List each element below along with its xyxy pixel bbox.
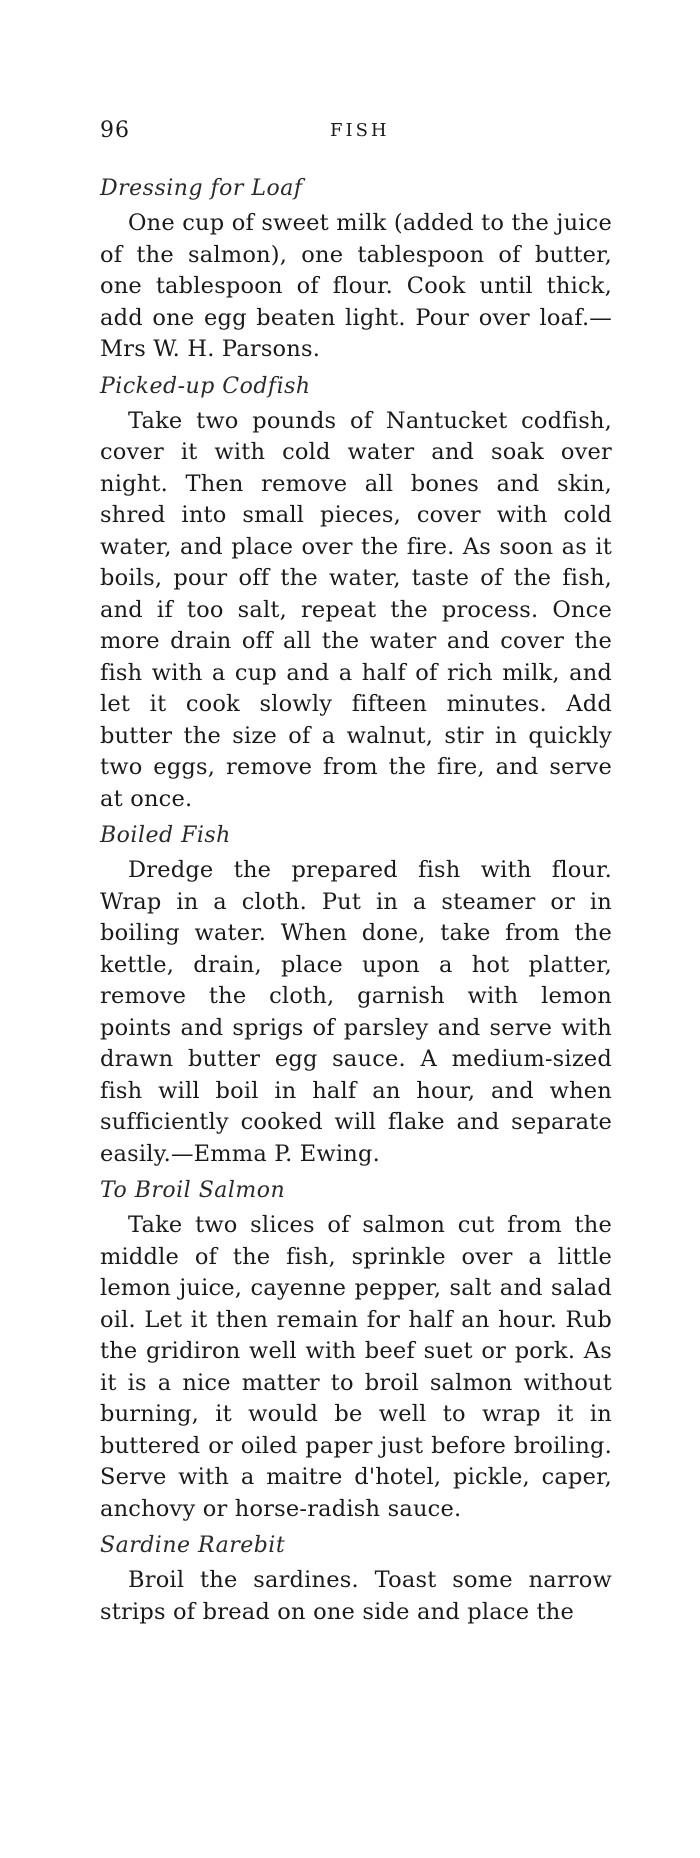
recipe-sardine-rarebit	[100, 1531, 612, 1628]
recipe-title: Dressing for Loaf	[100, 176, 303, 201]
recipe-title: To Broil Salmon	[100, 1178, 286, 1203]
recipe-body: Dredge the prepared fish with flour. Wrap in a cloth. Put in a steamer or in boiling water. When done, take from the kettle, drain, place upon a hot platter, remove the cloth, garnish with lemon points and sprigs of parsley and serve with drawn butter egg sauce. A medium-sized fish will boil in half an hour, and when sufficiently cooked will flake and separate easily.—Emma P. Ewing.	[100, 857, 612, 1167]
recipe-to-broil-salmon	[100, 1176, 612, 1525]
recipe-body: Take two pounds of Nantucket codfish, cover it with cold water and soak over night. Then remove all bones and skin, shred into small pieces, cover with cold water, and place over the fire. As soon as it boils, pour off the water, taste of the fish, and if too salt, repeat the process. Once more drain off all the water and cover the fish with a cup and a half of rich milk, and let it cook slowly fifteen minutes. Add butter the size of a walnut, stir in quickly two eggs, remove from the fire, and serve at once.	[100, 407, 612, 812]
recipe-dressing-for-loaf	[100, 174, 612, 366]
recipe-title: Boiled Fish	[100, 823, 231, 848]
recipe-body: One cup of sweet milk (added to the juice of the salmon), one tablespoon of butter, one tablespoon of flour. Cook until thick, add one egg beaten light. Pour over loaf.—Mrs W. H. Parsons.	[100, 210, 612, 362]
page-content	[100, 168, 612, 1630]
recipe-title: Sardine Rarebit	[100, 1533, 286, 1558]
page-number: 96	[100, 118, 130, 143]
page-header	[100, 118, 610, 148]
running-head: FISH	[330, 120, 390, 141]
recipe-body: Take two slices of salmon cut from the middle of the fish, sprinkle over a little lemon juice, cayenne pepper, salt and salad oil. Let it then remain for half an hour. Rub the gridiron well with beef suet or pork. As it is a nice matter to broil salmon without burning, it would be well to wrap it in buttered or oiled paper just before broiling. Serve with a maitre d'hotel, pickle, caper, anchovy or horse-radish sauce.	[100, 1212, 612, 1522]
recipe-boiled-fish	[100, 821, 612, 1170]
recipe-title: Picked-up Codfish	[100, 373, 311, 399]
recipe-picked-up-codfish	[100, 372, 612, 816]
recipe-body: Broil the sardines. Toast some narrow strips of bread on one side and place the	[100, 1567, 612, 1625]
